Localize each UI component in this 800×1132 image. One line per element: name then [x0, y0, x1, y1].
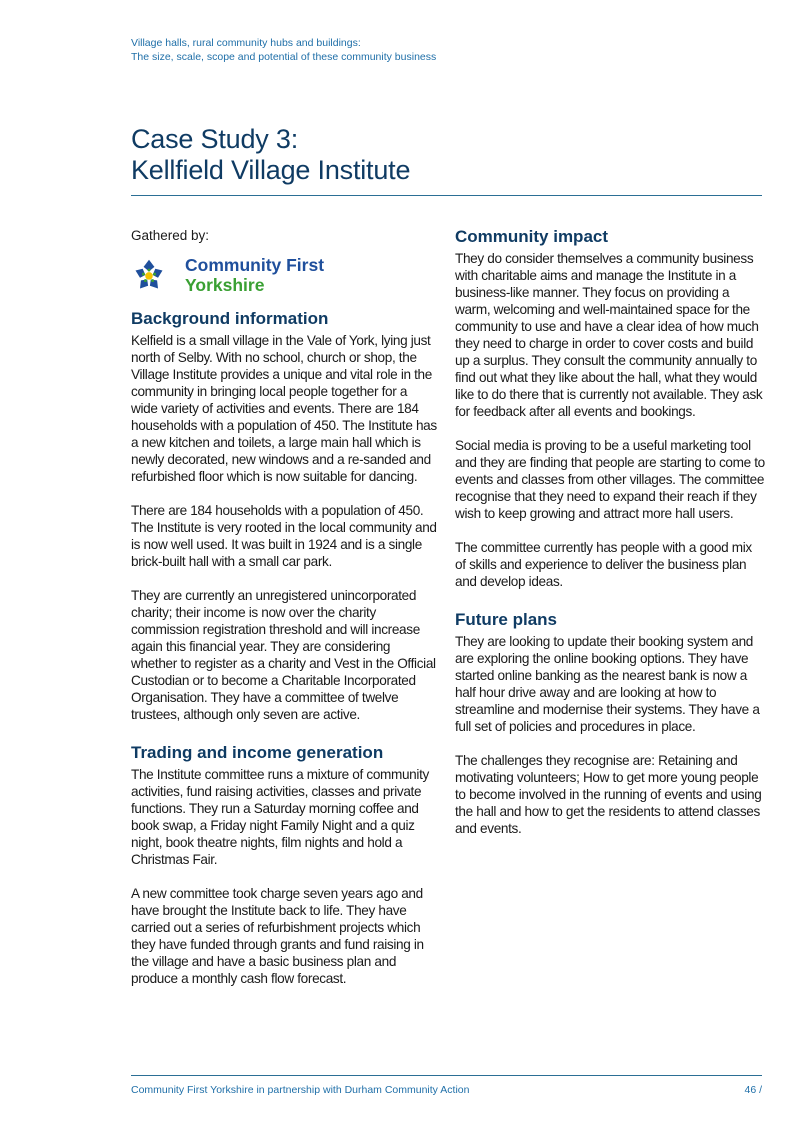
- background-heading: Background information: [131, 309, 329, 328]
- paragraph-gap: [131, 868, 437, 885]
- community-first-yorkshire-logo: [131, 254, 437, 296]
- future-paragraph-2: The challenges they recognise are: Retaining and motivating volunteers; How to get more young people to become involved in the running of events and using the hall and how to get the residents to attend classes and events.: [455, 753, 762, 836]
- background-paragraph-2: There are 184 households with a population of 450. The Institute is very rooted in the local community and is now well used. It was built in 1924 and is a single brick-built hall with a small car park.: [131, 503, 437, 569]
- paragraph-gap: [131, 485, 437, 502]
- impact-paragraph-3: The committee currently has people with a good mix of skills and experience to deliver the business plan and develop ideas.: [455, 540, 752, 589]
- future-heading: Future plans: [455, 610, 558, 629]
- trading-paragraph-1: The Institute committee runs a mixture of community activities, fund raising activities, classes and private functions. They run a Saturday morning coffee and book swap, a Friday night Family Night and a quiz night, book theatre nights, film nights and hold a Christmas Fair.: [131, 767, 429, 867]
- page-title: [131, 124, 771, 186]
- title-divider: [131, 195, 762, 196]
- future-paragraph-1: They are looking to update their booking system and are exploring the online booking options. They have started online banking as the nearest bank is now a half hour drive away and are looking at how to streamline and modernise their systems. They have a full set of policies and procedures in place.: [455, 634, 760, 734]
- right-column: [455, 227, 765, 837]
- page-title-line1: Case Study 3:: [131, 124, 298, 154]
- paragraph-gap: [455, 735, 765, 752]
- logo-text-line1: Community First: [185, 255, 325, 275]
- logo-text: [185, 255, 324, 295]
- logo-text-line2: Yorkshire: [185, 275, 265, 295]
- paragraph-gap: [131, 570, 437, 587]
- background-paragraph-3: They are currently an unregistered unincorporated charity; their income is now over the charity commission registration threshold and will increase again this financial year. They are considering whether to register as a charity and Vest in the Official Custodian or to become a Charitable Incorporated Organisation. They have a committee of twelve trustees, although only seven are active.: [131, 588, 436, 722]
- impact-paragraph-2: Social media is proving to be a useful marketing tool and they are finding that people are starting to come to events and classes from other villages. The committee recognise that they need to expand their reach if they wish to keep growing and attract more hall users.: [455, 438, 765, 521]
- impact-heading: Community impact: [455, 227, 609, 246]
- trading-paragraph-2: A new committee took charge seven years ago and have brought the Institute back to life. They have carried out a series of refurbishment projects which they have funded through grants and fund raising in the village and have a basic business plan and produce a monthly cash flow forecast.: [131, 886, 424, 986]
- flower-logo-icon: [131, 257, 167, 293]
- gathered-by-label: Gathered by:: [131, 228, 210, 243]
- paragraph-gap: [455, 420, 765, 437]
- page-number: 46 /: [744, 1084, 762, 1096]
- trading-heading: Trading and income generation: [131, 743, 384, 762]
- left-column: [131, 227, 437, 987]
- footer-credit: Community First Yorkshire in partnership with Durham Community Action: [131, 1084, 470, 1096]
- running-header-line1: Village halls, rural community hubs and buildings:: [131, 37, 361, 49]
- running-header: [131, 36, 436, 64]
- running-header-line2: The size, scale, scope and potential of these community business: [131, 51, 437, 63]
- footer-divider: [131, 1075, 762, 1076]
- impact-paragraph-1: They do consider themselves a community business with charitable aims and manage the Institute in a business-like manner. They focus on providing a warm, welcoming and well-maintained space for the community to use and have a clear idea of how much they need to charge in order to cover costs and build up a surplus. They consult the community annually to find out what they like about the hall, what they would like to do there that is currently not available. They ask for feedback after all events and bookings.: [455, 251, 763, 419]
- page-title-line2: Kellfield Village Institute: [131, 155, 411, 185]
- background-paragraph-1: Kelfield is a small village in the Vale of York, lying just north of Selby. With no school, church or shop, the Village Institute provides a unique and vital role in the community in bringing local people together for a wide variety of activities and events. There are 184 households with a population of 450. The Institute has a new kitchen and toilets, a large main hall which is newly decorated, new windows and a re-sanded and refurbished floor which is now suitable for dancing.: [131, 333, 437, 484]
- paragraph-gap: [455, 522, 765, 539]
